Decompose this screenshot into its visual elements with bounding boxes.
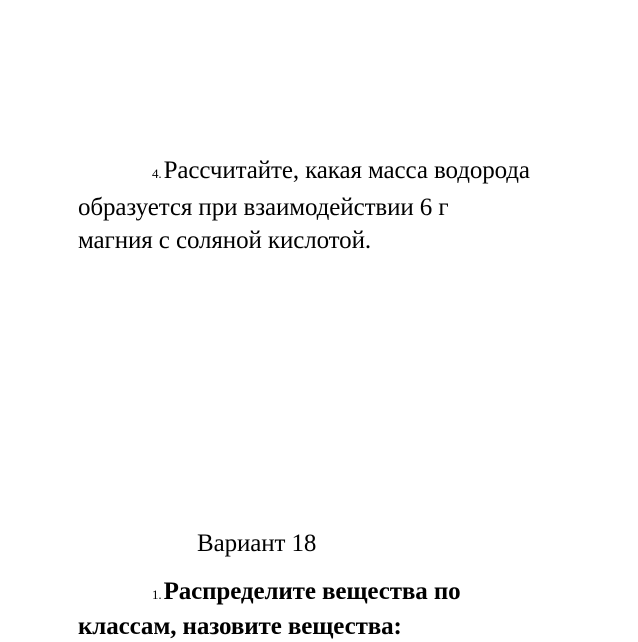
task-4-line-3: магния с соляной кислотой. <box>78 227 371 254</box>
task-4-line-2: образуется при взаимодействии 6 г <box>78 194 449 221</box>
task-1-number: 1. <box>152 587 162 602</box>
task-1-line-1 <box>152 577 461 610</box>
task-4-text-1: Рассчитайте, какая масса водорода <box>163 157 530 184</box>
task-4-number: 4. <box>152 166 162 181</box>
task-1-line-2: классам, назовите вещества: <box>78 613 402 640</box>
task-1-text-1: Распределите вещества по <box>163 578 461 605</box>
variant-heading: Вариант 18 <box>197 530 317 557</box>
task-4-line-1 <box>152 156 530 189</box>
